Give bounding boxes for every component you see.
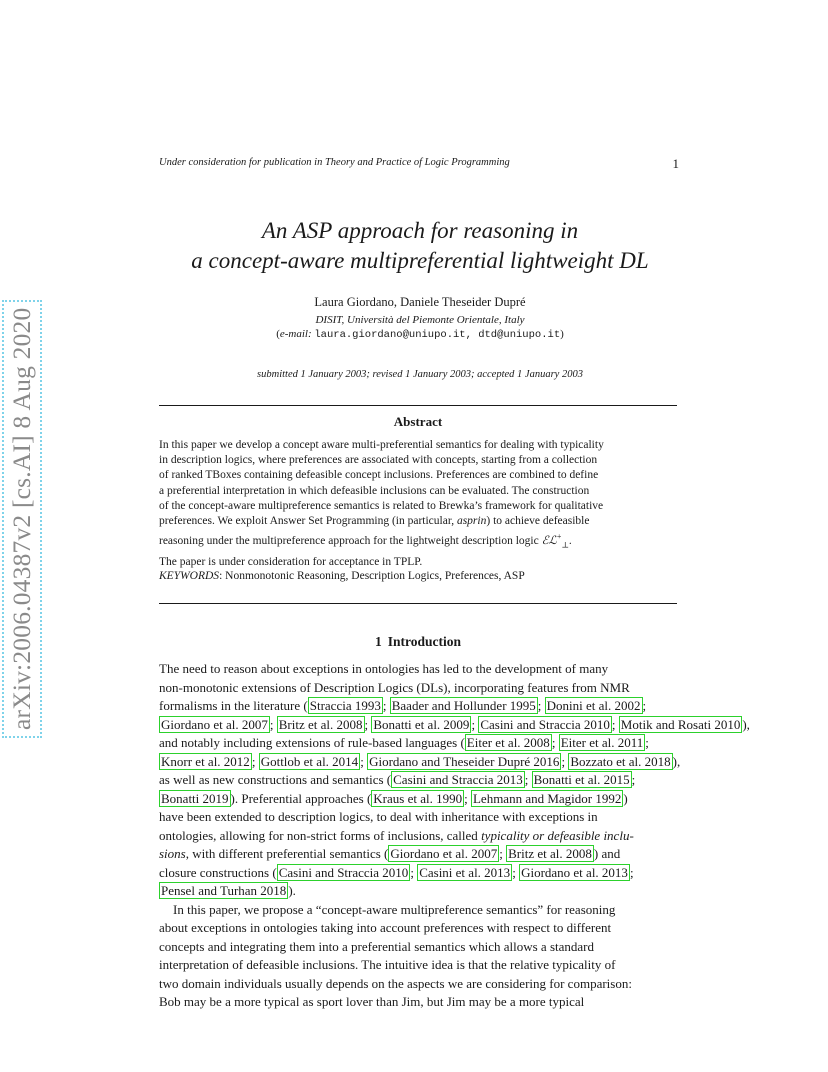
abstract-line: a preferential interpretation in which defeasible inclusions can be evaluated. The construction [159, 484, 590, 497]
text-line: interpretation of defeasible inclusions. The intuitive idea is that the relative typicality of [159, 957, 616, 972]
citation-link[interactable]: Casini and Straccia 2013 [393, 772, 523, 787]
text-line: Bonatti 2019 ). Preferential approaches ( Kraus et al. 1990 ; Lehmann and Magidor 1992 ) [161, 790, 628, 806]
text-line: closure constructions ( Casini and Straccia 2010 ; Casini et al. 2013 ; Giordano et al. 2013 ; [159, 864, 634, 880]
abstract-body [159, 438, 677, 570]
abstract-line: In this paper we develop a concept aware multi-preferential semantics for dealing with typicality [159, 439, 604, 451]
abstract-line: The paper is under consideration for acceptance in TPLP. [159, 555, 423, 568]
line-text: closure constructions ( [159, 864, 277, 880]
citation-link[interactable]: Lehmann and Magidor 1992 [472, 790, 622, 806]
abstract-top-rule [159, 405, 677, 406]
text-line: sions, with different preferential semantics ( Giordano et al. 2007 ; Britz et al. 2008 ) and [159, 846, 621, 861]
title-line-1: An ASP approach for reasoning in [261, 218, 579, 243]
abstract-bottom-rule [159, 603, 677, 604]
citation-link[interactable]: Britz et al. 2008 [278, 716, 363, 732]
text-line: and notably including extensions of rule-based languages ( Eiter et al. 2008 ; Eiter et al. 2011 ; [159, 735, 649, 750]
citation-link[interactable]: Motik and Rosati 2010 [620, 716, 741, 732]
abstract-line-text: ) to achieve defeasible [486, 515, 590, 528]
citation-link[interactable]: Giordano and Theseider Dupré 2016 [369, 753, 560, 769]
abstract-line: in description logics, where preferences are associated with concepts, starting from a collection [159, 454, 598, 467]
line-text: ontologies, allowing for non-strict forms of inclusions, called [159, 827, 482, 843]
section-heading [159, 634, 677, 650]
abstract-line-text: reasoning under the multipreference approach for the lightweight description logic [159, 535, 542, 548]
citation-link[interactable]: Straccia 1993 [309, 698, 381, 713]
line-text: formalisms in the literature ( [159, 698, 308, 713]
citation-link[interactable]: Pensel and Turhan 2018 [161, 883, 287, 898]
citation-link[interactable]: Baader and Hollunder 1995 [391, 698, 536, 713]
line-text: , with different preferential semantics ( [185, 846, 389, 861]
abstract-line: of the concept-aware multipreference semantics is related to Brewka’s framework for qualitative [159, 499, 604, 512]
citation-link[interactable]: Bonatti 2019 [161, 790, 229, 806]
affiliation: DISIT, Università del Piemonte Orientale, Italy [315, 314, 525, 326]
emphasis-text: typicality or defeasible inclu- [481, 827, 634, 843]
text-line: The need to reason about exceptions in ontologies has led to the development of many [159, 661, 609, 676]
citation-link[interactable]: Knorr et al. 2012 [161, 753, 250, 769]
abstract-line [159, 514, 677, 529]
text-line: have been extended to description logics, to deal with inheritance with exceptions in [159, 809, 598, 824]
el-logic-sup: + [556, 532, 562, 542]
keywords [159, 570, 677, 582]
text-line: Pensel and Turhan 2018 ). [161, 883, 296, 898]
abstract-line [159, 529, 677, 552]
el-logic-sub: ⊥ [561, 540, 569, 550]
text-line: two domain individuals usually depends on the aspects we are considering for comparison: [159, 975, 632, 991]
keywords-label: KEYWORDS [159, 570, 220, 582]
text-line: as well as new constructions and semantics ( Casini and Straccia 2013 ; Bonatti et al. 2015 ; [159, 772, 636, 787]
citation-link[interactable]: Eiter et al. 2008 [466, 735, 550, 750]
citation-link[interactable]: Giordano et al. 2007 [161, 716, 268, 732]
citation-link[interactable]: Kraus et al. 1990 [373, 790, 463, 806]
citation-link[interactable]: Donini et al. 2002 [546, 698, 641, 713]
title-line-2: a concept-aware multipreferential lightweight DL [191, 248, 649, 273]
page-number: 1 [672, 156, 679, 171]
paper-title [120, 216, 720, 276]
text-line: Giordano et al. 2007 ; Britz et al. 2008 ; Bonatti et al. 2009 ; Casini and Straccia 2010 ; Motik and Rosati 2010 ), [161, 716, 750, 732]
introduction-body [159, 660, 750, 1012]
email-label: e-mail: [279, 328, 312, 340]
citation-link[interactable]: Bonatti et al. 2015 [533, 772, 630, 787]
authors: Laura Giordano, Daniele Theseider Dupré [314, 295, 526, 309]
citation-link[interactable]: Bozzato et al. 2018 [570, 753, 671, 769]
text-line: Knorr et al. 2012 ; Gottlob et al. 2014 ; Giordano and Theseider Dupré 2016 ; Bozzato et al. 2018 ), [161, 753, 681, 769]
email-line [120, 328, 720, 341]
line-text: ) and [593, 846, 621, 861]
citation-link[interactable]: Bonatti et al. 2009 [373, 716, 470, 732]
abstract-heading: Abstract [393, 414, 443, 429]
submission-dates: submitted 1 January 2003; revised 1 January 2003; accepted 1 January 2003 [257, 369, 583, 380]
citation-link[interactable]: Gottlob et al. 2014 [260, 753, 359, 769]
section-title: Introduction [387, 634, 462, 649]
section-number: 1 [374, 634, 382, 649]
emphasis-text: sions [159, 846, 186, 861]
el-logic-symbol [541, 532, 569, 550]
text-line: non-monotonic extensions of Description Logics (DLs), incorporating features from NMR [159, 679, 630, 695]
line-text: as well as new constructions and semantics ( [159, 772, 392, 787]
running-head [159, 156, 679, 171]
text-line: Bob may be a more typical as sport lover than Jim, but Jim may be a more typical [159, 994, 585, 1009]
text-line: In this paper, we propose a “concept-aware multipreference semantics” for reasoning [173, 901, 616, 917]
citation-link[interactable]: Casini and Straccia 2010 [480, 716, 610, 732]
abstract-line: of ranked TBoxes containing defeasible concept inclusions. Preferences are combined to define [159, 469, 599, 482]
asprin-term: asprin [456, 515, 487, 528]
citation-link[interactable]: Casini and Straccia 2010 [278, 864, 409, 880]
text-line [159, 827, 739, 846]
citation-link[interactable]: Eiter et al. 2011 [560, 735, 644, 750]
text-line: concepts and integrating them into a preferential semantics which allows a standard [159, 938, 594, 954]
email-open: ( [276, 328, 280, 340]
email-addresses: laura.giordano@uniupo.it, dtd@uniupo.it [314, 329, 561, 341]
email-close: ) [560, 328, 564, 340]
arxiv-stamp[interactable]: arXiv:2006.04387v2 [cs.AI] 8 Aug 2020 [2, 300, 42, 738]
text-line: about exceptions in ontologies taking into account preferences with respect to different [159, 920, 612, 935]
el-logic-name: ℰℒ [541, 535, 557, 548]
citation-link[interactable]: Giordano et al. 2007 [390, 846, 498, 861]
citation-link[interactable]: Giordano et al. 2013 [521, 864, 628, 880]
line-text: and notably including extensions of rule-based languages ( [159, 735, 465, 750]
text-line: formalisms in the literature ( Straccia 1993 ; Baader and Hollunder 1995 ; Donini et al. 2002 ; [159, 698, 647, 713]
abstract-line-text: . [568, 535, 572, 548]
keywords-text: : Nonmonotonic Reasoning, Description Logics, Preferences, ASP [219, 570, 525, 582]
citation-link[interactable]: Britz et al. 2008 [508, 846, 592, 861]
citation-link[interactable]: Casini et al. 2013 [419, 864, 511, 880]
abstract-line-text: preferences. We exploit Answer Set Programming (in particular, [159, 515, 457, 528]
line-text: ). Preferential approaches ( [230, 790, 372, 806]
running-head-text: Under consideration for publication in Theory and Practice of Logic Programming [159, 157, 510, 168]
